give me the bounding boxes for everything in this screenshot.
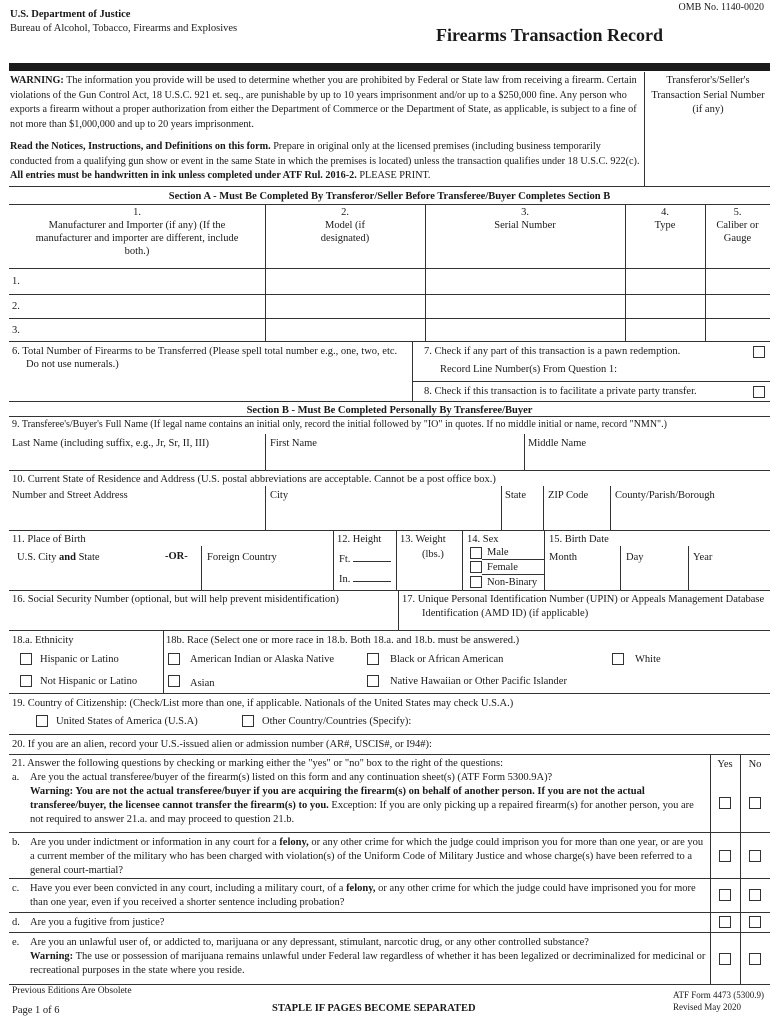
q21d-text: Are you a fugitive from justice? [30, 917, 165, 928]
alien-number-field[interactable]: 20. If you are an alien, record your U.S.-issued alien or admission number (AR#, USCIS#, or I94#): [12, 739, 432, 750]
other-country-checkbox[interactable] [242, 715, 254, 727]
birth-day-field[interactable]: Day [626, 552, 644, 563]
city-field[interactable]: City [270, 490, 289, 501]
street-field[interactable]: Number and Street Address [12, 490, 128, 501]
address-label: 10. Current State of Residence and Address (U.S. postal abbreviations are acceptable. Cannot be a post office box.) [12, 474, 496, 485]
or-label: -OR- [165, 551, 188, 562]
q21b-text: Are you under indictment or information in any court for a felony, or any other crime for which the judge could imprison you for more than one year, or are you a current member of the military who has been charged with violation(s) of the Uniform Code of Military Justice and whose charge(s) have been referred to a general court-martial? [30, 837, 704, 876]
omb-number: OMB No. 1140-0020 [678, 2, 764, 13]
birth-month-field[interactable]: Month [549, 552, 578, 563]
revision-date: Revised May 2020 [673, 1002, 741, 1012]
citizenship-label: 19. Country of Citizenship: (Check/List more than one, if applicable. Nationals of the United States may check U.S.A.) [12, 698, 514, 709]
county-field[interactable]: County/Parish/Borough [615, 490, 715, 501]
pawn-label: 7. Check if any part of this transaction is a pawn redemption. [424, 346, 681, 357]
q21e-text: Are you an unlawful user of, or addicted to, marijuana or any depressant, stimulant, narcotic drug, or any other controlled substance? Warning: The use or possession of marijuana remains unlawful under Federal law regardless of whether it has been legalized or decriminalized for medicinal or recreational purposes in the state where you reside. [30, 937, 706, 976]
staple-note: STAPLE IF PAGES BECOME SEPARATED [272, 1003, 476, 1014]
weight-label: 13. Weight [400, 534, 446, 545]
nonbinary-checkbox[interactable] [470, 576, 482, 588]
q21e-no-checkbox[interactable] [749, 953, 761, 965]
title-rule [9, 63, 770, 71]
q21e-yes-checkbox[interactable] [719, 953, 731, 965]
yes-header: Yes [717, 759, 733, 770]
full-name-label: 9. Transferee's/Buyer's Full Name (If legal name contains an initial only, record the initial followed by "IO" in quotes. If no middle initial or name, record "NMN".) [12, 419, 667, 430]
q21d-letter: d. [12, 917, 20, 928]
page-number: Page 1 of 6 [12, 1005, 60, 1016]
firearm-row-1[interactable]: 1. [12, 276, 20, 287]
weight-unit[interactable]: (lbs.) [422, 549, 444, 560]
col-caliber-header: 5. Caliber or Gauge [716, 207, 759, 245]
q21c-text: Have you ever been convicted in any court, including a military court, of a felony, or any other crime for which the judge could have imprisoned you for more than one year, even if you received a shorter sentence including probation? [30, 883, 696, 908]
warning-text: WARNING: The information you provide will be used to determine whether you are prohibited by Federal or State law from receiving a firearm. Certain violations of the Gun Control Act, 18 U.S.C. 921 et. seq., are punishable by up to 10 years imprisonment and/or up to a $250,000 fine. Any person who exports a firearm without a proper authorization from either the Department of Commerce or the Department of State, as applicable, is subject to a fine of not more than $1,000,000 and up to 20 years imprisonment. [10, 75, 637, 130]
height-inches-field[interactable]: In. [339, 573, 391, 586]
q21c-no-checkbox[interactable] [749, 889, 761, 901]
firearm-row-3[interactable]: 3. [12, 325, 20, 336]
q21b-yes-checkbox[interactable] [719, 850, 731, 862]
instructions-text: Read the Notices, Instructions, and Definitions on this form. Prepare in original only at the licensed premises (including business temporarily conducted from a qualifying gun show or event in the same State in which the premises is located) unless the transaction qualifies under 18 U.S.C. 922(c). All entries must be handwritten in ink unless completed under ATF Rul. 2016-2. PLEASE PRINT. [10, 141, 640, 181]
hispanic-label: Hispanic or Latino [40, 654, 119, 665]
section-b-title: Section B - Must Be Completed Personally By Transferee/Buyer [246, 405, 533, 416]
not-hispanic-checkbox[interactable] [20, 675, 32, 687]
q21a-letter: a. [12, 772, 20, 783]
bureau-name: Bureau of Alcohol, Tobacco, Firearms and Explosives [10, 23, 238, 34]
q21-intro: 21. Answer the following questions by checking or marking either the "yes" or "no" box to the right of the questions: [12, 758, 504, 769]
col-manufacturer-header: 1. Manufacturer and Importer (if any) (If the manufacturer and importer are different, include both.) [35, 207, 239, 258]
male-label: Male [487, 547, 509, 558]
usa-label: United States of America (U.S.A) [56, 716, 198, 727]
pawn-checkbox[interactable] [753, 346, 765, 358]
pawn-record-line[interactable]: Record Line Number(s) From Question 1: [440, 364, 618, 375]
race-asian-checkbox[interactable] [168, 675, 180, 687]
q21e-letter: e. [12, 937, 20, 948]
sex-label: 14. Sex [467, 534, 499, 545]
race-label: 18b. Race (Select one or more race in 18.b. Both 18.a. and 18.b. must be answered.) [166, 635, 520, 646]
nonbinary-label: Non-Binary [487, 577, 538, 588]
race-black-checkbox[interactable] [367, 653, 379, 665]
ssn-field[interactable]: 16. Social Security Number (optional, but will help prevent misidentification) [12, 594, 339, 605]
race-nh-checkbox[interactable] [367, 675, 379, 687]
birth-date-label: 15. Birth Date [549, 534, 609, 545]
serial-number-box[interactable]: Transferor's/Seller's Transaction Serial Number (if any) [651, 75, 765, 115]
us-city-state-field[interactable]: U.S. City and State [17, 552, 100, 563]
q21b-no-checkbox[interactable] [749, 850, 761, 862]
q21a-no-checkbox[interactable] [749, 797, 761, 809]
form-number: ATF Form 4473 (5300.9) [672, 990, 764, 1000]
female-checkbox[interactable] [470, 561, 482, 573]
zip-field[interactable]: ZIP Code [548, 490, 589, 501]
no-header: No [748, 759, 762, 770]
agency-name: U.S. Department of Justice [10, 9, 131, 20]
upin-field[interactable]: 17. Unique Personal Identification Number (UPIN) or Appeals Management Database Identification (AMD ID) (if applicable) [402, 594, 765, 619]
male-checkbox[interactable] [470, 547, 482, 559]
race-white-checkbox[interactable] [612, 653, 624, 665]
last-name-field[interactable]: Last Name (including suffix, e.g., Jr, Sr, II, III) [12, 438, 209, 449]
other-country-field[interactable]: Other Country/Countries (Specify): [262, 716, 412, 727]
q21d-yes-checkbox[interactable] [719, 916, 731, 928]
form-title: Firearms Transaction Record [436, 25, 663, 45]
race-white-label: White [635, 654, 661, 665]
race-ai-checkbox[interactable] [168, 653, 180, 665]
hispanic-checkbox[interactable] [20, 653, 32, 665]
q21d-no-checkbox[interactable] [749, 916, 761, 928]
q21c-yes-checkbox[interactable] [719, 889, 731, 901]
q21b-letter: b. [12, 837, 20, 848]
q21a-yes-checkbox[interactable] [719, 797, 731, 809]
q21c-letter: c. [12, 883, 20, 894]
col-type-header: 4. Type [654, 207, 676, 232]
birth-year-field[interactable]: Year [693, 552, 713, 563]
race-black-label: Black or African American [390, 654, 504, 665]
state-field[interactable]: State [505, 490, 526, 501]
q21a-text: Are you the actual transferee/buyer of the firearm(s) listed on this form and any continuation sheet(s) (ATF Form 5300.9A)? Warning: You are not the actual transferee/buyer if you are acquiring the firearm(s) on behalf of another person. If you are not the actual transferee/buyer, the licensee cannot transfer the firearm(s) to you. Exception: If you are only picking up a repaired firearm(s) for another person, you are not required to answer 21.a. and may proceed to question 21.b. [30, 772, 694, 825]
private-party-checkbox[interactable] [753, 386, 765, 398]
ethnicity-label: 18.a. Ethnicity [12, 635, 74, 646]
col-model-header: 2. Model (if designated) [320, 207, 370, 245]
usa-checkbox[interactable] [36, 715, 48, 727]
firearm-row-2[interactable]: 2. [12, 301, 20, 312]
height-label: 12. Height [337, 534, 382, 545]
foreign-country-field[interactable]: Foreign Country [207, 552, 277, 563]
section-a-title: Section A - Must Be Completed By Transferor/Seller Before Transferee/Buyer Completes Section B [168, 191, 611, 202]
private-party-label: 8. Check if this transaction is to facilitate a private party transfer. [424, 386, 697, 397]
race-asian-label: Asian [190, 678, 215, 689]
height-feet-field[interactable]: Ft. [339, 553, 391, 566]
not-hispanic-label: Not Hispanic or Latino [40, 676, 138, 687]
col-serial-header: 3. Serial Number [494, 207, 556, 232]
middle-name-field[interactable]: Middle Name [528, 438, 587, 449]
previous-editions-note: Previous Editions Are Obsolete [12, 986, 132, 996]
first-name-field[interactable]: First Name [270, 438, 317, 449]
total-firearms-field[interactable]: 6. Total Number of Firearms to be Transferred (Please spell total number e.g., one, two, etc. Do not use numerals.) [12, 346, 398, 370]
race-nh-label: Native Hawaiian or Other Pacific Islander [390, 676, 567, 687]
birth-place-label: 11. Place of Birth [12, 534, 86, 545]
race-ai-label: American Indian or Alaska Native [190, 654, 335, 665]
female-label: Female [487, 562, 518, 573]
